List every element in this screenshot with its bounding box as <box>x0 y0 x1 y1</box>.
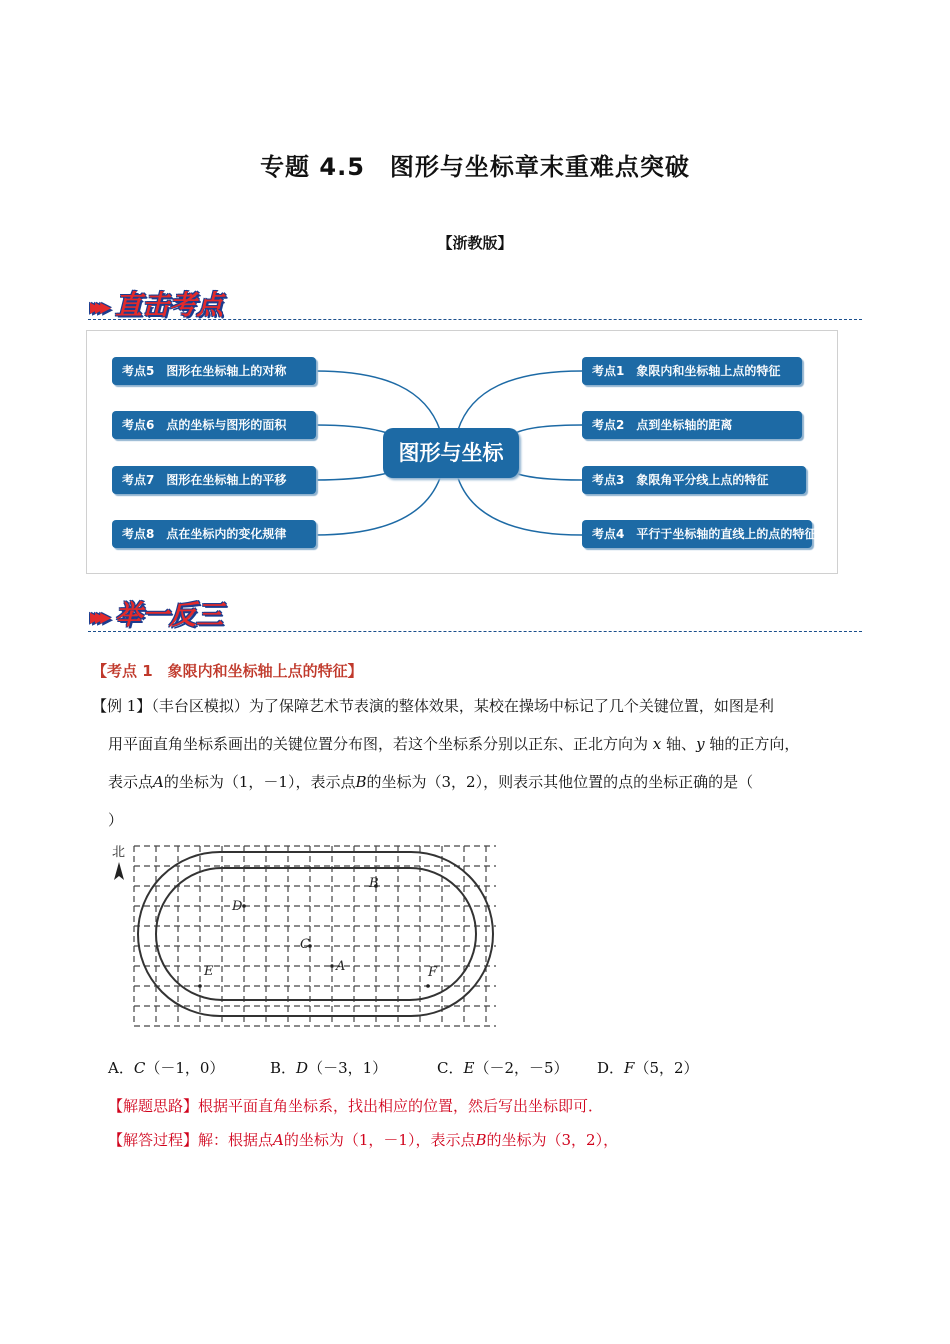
mindmap-node-5: 考点5 图形在坐标轴上的对称 <box>112 357 316 385</box>
option-point: C <box>133 1059 146 1077</box>
document-title: 专题 4.5 图形与坐标章末重难点突破 <box>260 153 690 181</box>
option-point: F <box>624 1059 635 1077</box>
option-letter: B． <box>270 1059 297 1077</box>
point-label-B: B <box>369 876 379 891</box>
option-C <box>437 1058 569 1078</box>
solution-idea-tag: 【解题思路】 <box>108 1097 199 1115</box>
option-B <box>270 1058 387 1078</box>
var-B: B <box>355 773 367 791</box>
var-A: A <box>273 1131 284 1149</box>
divider <box>88 631 862 632</box>
example-source: （丰台区模拟） <box>151 697 249 715</box>
text: 的坐标为（1，－1），表示点 <box>283 1131 476 1149</box>
option-letter: C． <box>437 1059 464 1077</box>
text: 解：根据点 <box>198 1131 274 1149</box>
coordinate-figure <box>108 840 500 1030</box>
example-tag: 【例 1】 <box>92 697 152 715</box>
solution-idea <box>108 1096 603 1116</box>
banner-arrows-icon: ▸▸▸ <box>90 295 106 320</box>
var-y: y <box>696 735 705 753</box>
var-A: A <box>153 773 164 791</box>
text: 用平面直角坐标系画出的关键位置分布图，若这个坐标系分别以正东、正北方向为 <box>108 735 649 753</box>
text: 的坐标为（3，2）， <box>486 1131 619 1149</box>
section-heading: 【考点 1 象限内和坐标轴上点的特征】 <box>92 662 363 680</box>
text: 轴、 <box>666 735 697 753</box>
var-x: x <box>652 735 662 753</box>
point-label-F: F <box>428 965 438 980</box>
banner-examples <box>90 593 223 633</box>
mindmap-node-7: 考点7 图形在坐标轴上的平移 <box>112 466 316 494</box>
option-letter: D． <box>597 1059 625 1077</box>
option-coord: （－1，0） <box>145 1059 225 1077</box>
point-label-C: C <box>300 937 310 952</box>
option-coord: （－3，1） <box>308 1059 388 1077</box>
text: 表示点 <box>108 773 154 791</box>
option-letter: A． <box>108 1059 134 1077</box>
mindmap-node-8: 考点8 点在坐标内的变化规律 <box>112 520 316 548</box>
text: 的坐标为（3，2），则表示其他位置的点的坐标正确的是（ <box>366 773 754 791</box>
var-B: B <box>475 1131 487 1149</box>
option-D <box>597 1058 699 1078</box>
banner-text: 直击考点 <box>115 290 224 321</box>
mindmap-center-node: 图形与坐标 <box>383 428 519 478</box>
text: 轴的正方向， <box>709 735 800 753</box>
point-label-E: E <box>204 964 214 979</box>
example-line-1 <box>92 696 774 716</box>
track-inner <box>156 868 476 1000</box>
option-point: E <box>463 1059 475 1077</box>
north-label: 北 <box>112 845 126 860</box>
divider <box>88 319 862 320</box>
mindmap-node-3: 考点3 象限角平分线上点的特征 <box>582 466 806 494</box>
text: 的坐标为（1，－1），表示点 <box>163 773 356 791</box>
edition-label: 【浙教版】 <box>437 234 513 252</box>
option-coord: （－2，－5） <box>474 1059 569 1077</box>
example-line-2 <box>108 734 799 754</box>
example-line-3 <box>108 772 753 792</box>
solution-process <box>108 1130 618 1150</box>
banner-arrows-icon: ▸▸▸ <box>90 605 106 630</box>
mindmap-node-2: 考点2 点到坐标轴的距离 <box>582 411 802 439</box>
option-point: D <box>296 1059 309 1077</box>
point-label-A: A <box>336 959 346 974</box>
banner-direct-points <box>90 283 223 323</box>
mindmap-node-4: 考点4 平行于坐标轴的直线上的点的特征 <box>582 520 812 548</box>
point-label-D: D <box>232 899 243 914</box>
track-outer <box>138 852 493 1016</box>
mindmap-node-1: 考点1 象限内和坐标轴上点的特征 <box>582 357 802 385</box>
solution-process-tag: 【解答过程】 <box>108 1131 199 1149</box>
mindmap-node-6: 考点6 点的坐标与图形的面积 <box>112 411 316 439</box>
option-A <box>108 1058 224 1078</box>
example-text: 为了保障艺术节表演的整体效果，某校在操场中标记了几个关键位置，如图是利 <box>248 697 774 715</box>
banner-text: 举一反三 <box>115 600 224 631</box>
example-line-4: ） <box>108 811 124 829</box>
solution-idea-text: 根据平面直角坐标系，找出相应的位置，然后写出坐标即可． <box>198 1097 604 1115</box>
option-coord: （5，2） <box>634 1059 699 1077</box>
north-arrow-icon <box>114 862 124 880</box>
